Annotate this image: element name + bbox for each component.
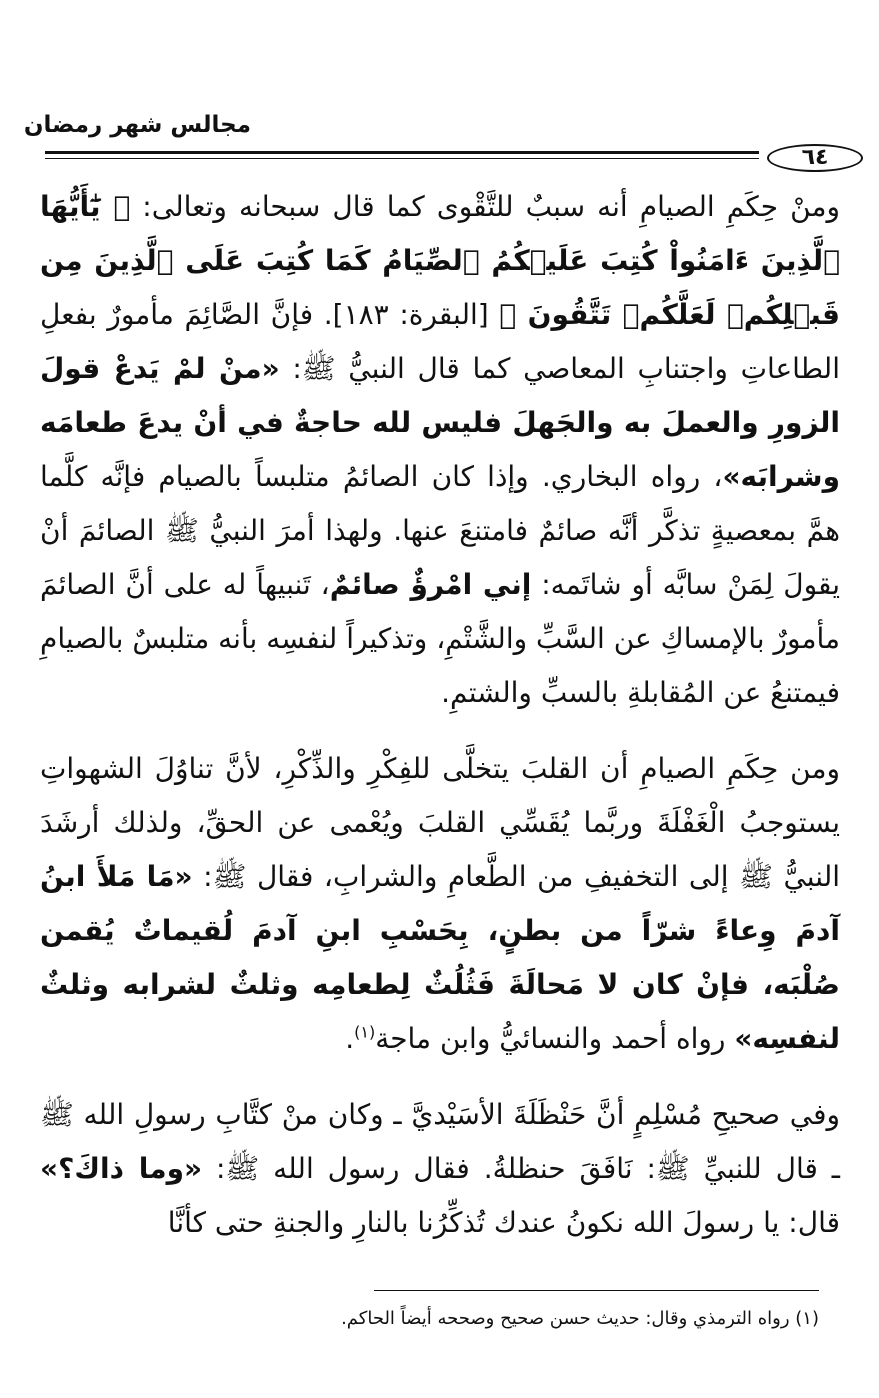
text-run: ومن حِكَمِ الصيامِ أن القلبَ يتخلَّى للفِكْرِ والذِّكْرِ، لأنَّ تناوُلَ الشهواتِ يستوجبُ الْغَفْلَةَ وربَّما يُقَسِّي القلبَ ويُعْمى عن الحقِّ، ولذلك أرشَدَ النبيُّ ﷺ إلى التخفيفِ من الطَّعامِ والشرابِ، فقال ﷺ: — [40, 752, 841, 893]
footnote-ref: (١) — [354, 1022, 376, 1042]
text-run: ، رواه البخاري. وإذا كان الصائمُ متلبساً بالصيام فإنَّه كلَّما همَّ بمعصيةٍ تذكَّر أنَّه صائمٌ فامتنعَ عنها. ولهذا أمرَ النبيُّ ﷺ الصائمَ أنْ يقولَ لِمَنْ سابَّه أو شاتَمه: — [40, 460, 840, 601]
text-run: ومنْ حِكَمِ الصيامِ أنه سببٌ للتَّقْوى كما قال سبحانه وتعالى: — [130, 190, 840, 223]
footnote-rule — [374, 1290, 819, 1291]
page-number: ٦٤ — [767, 144, 863, 172]
header-rule-thick — [45, 151, 759, 154]
quoted-text: «وما ذاكَ؟» — [40, 1152, 203, 1185]
paragraph-1 — [40, 180, 840, 720]
running-header: مجالس شهر رمضان — [23, 112, 251, 138]
text-run: قال: يا رسولَ الله نكونُ عندك تُذكِّرُنا بالنارِ والجنةِ حتى كأنَّا — [167, 1206, 840, 1239]
quoted-text: «مَا مَلأَ ابنُ آدمَ وِعاءً شرّاً من بطنٍ، بِحَسْبِ ابنِ آدمَ لُقيماتٌ يُقمن صُلْبَه، فإنْ كان لا مَحالَةَ فَثُلُثٌ لِطعامِه وثلثٌ لشرابه وثلثٌ لنفسِه» — [40, 860, 840, 1055]
footnote: (١) رواه الترمذي وقال: حديث حسن صحيح وصححه أيضاً الحاكم. — [341, 1308, 819, 1329]
header-rule — [45, 144, 863, 174]
text-run: فإنَّ الصَّائِمَ مأمورٌ بفعلِ الطاعاتِ واجتنابِ المعاصي كما قال النبيُّ ﷺ: — [40, 298, 840, 385]
body-text — [40, 180, 840, 1250]
text-run: [البقرة: ١٨٣]. — [313, 298, 500, 331]
text-run: وفي صحيحِ مُسْلِمٍ أنَّ حَنْظَلَةَ الأسَيْديَّ ـ وكان منْ كتَّابِ رسولِ الله ﷺ ـ قال للنبيِّ ﷺ: نَافَقَ حنظلةُ. فقال رسول الله ﷺ: — [40, 1098, 840, 1185]
paragraph-3 — [40, 1088, 840, 1250]
text-run: رواه أحمد والنسائيُّ وابن ماجة — [375, 1022, 735, 1055]
paragraph-2 — [40, 742, 840, 1066]
quoted-text: ﴿ يَٰٓأَيُّهَا ٱلَّذِينَ ءَامَنُواْ كُتِبَ عَلَيۡكُمُ ٱلصِّيَامُ كَمَا كُتِبَ عَلَى ٱلَّذِينَ مِن قَبۡلِكُمۡ لَعَلَّكُمۡ تَتَّقُونَ ﴾ — [40, 190, 840, 331]
header-rule-thin — [45, 158, 759, 159]
quoted-text: «منْ لمْ يَدعْ قولَ الزورِ والعملَ به والجَهلَ فليس لله حاجةٌ في أنْ يدعَ طعامَه وشرابَه» — [40, 352, 840, 493]
text-run: ، تَنبيهاً له على أنَّ الصائمَ مأمورٌ بالإمساكِ عن السَّبِّ والشَّتْمِ، وتذكيراً لنفسِه بأنه متلبسٌ بالصيامِ فيمتنعُ عن المُقابلةِ بالسبِّ والشتمِ. — [40, 568, 840, 709]
quoted-text: إني امْرؤٌ صائمٌ — [329, 568, 532, 601]
text-run: . — [345, 1022, 355, 1055]
